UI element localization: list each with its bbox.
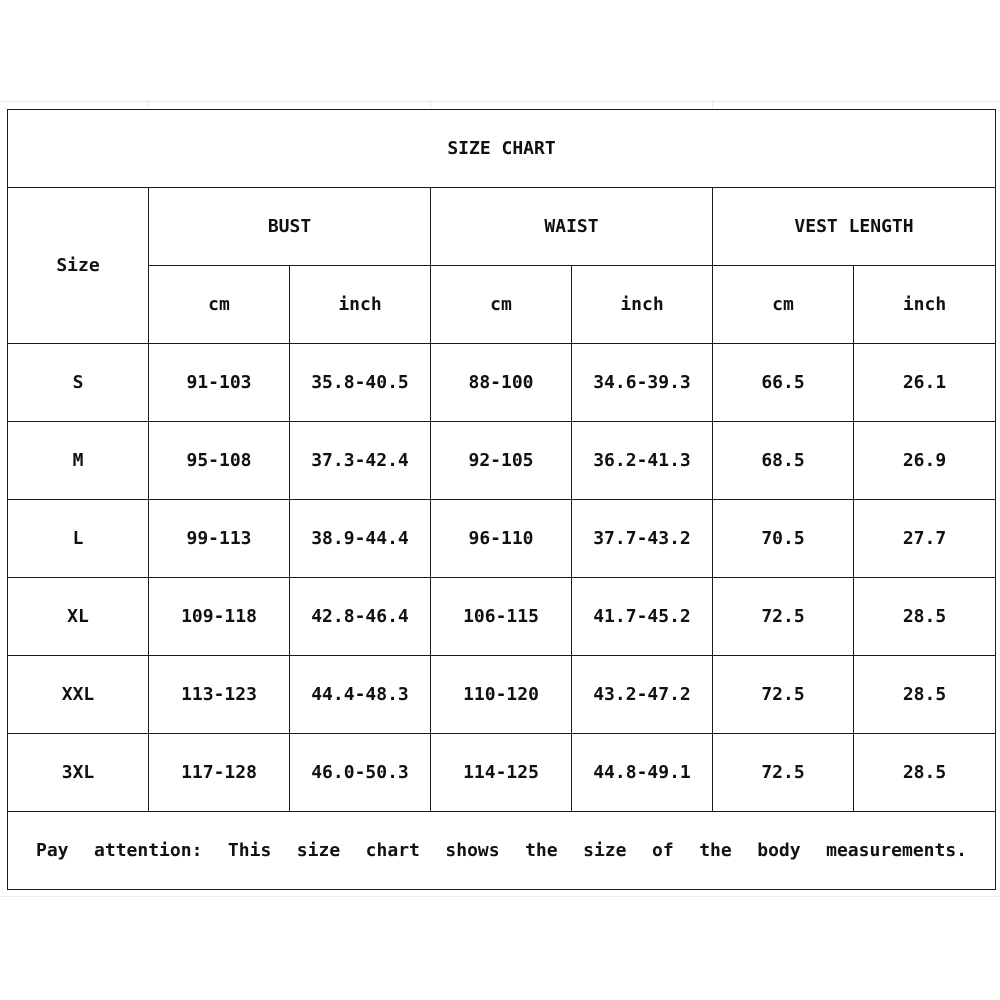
measurement-cell: 92-105 bbox=[431, 422, 572, 500]
table-row bbox=[8, 500, 996, 578]
table-row bbox=[8, 578, 996, 656]
measurement-cell: 28.5 bbox=[854, 656, 996, 734]
measurement-cell: 110-120 bbox=[431, 656, 572, 734]
measurement-cell: 46.0-50.3 bbox=[290, 734, 431, 812]
measurement-cell: 91-103 bbox=[149, 344, 290, 422]
measurement-cell: 35.8-40.5 bbox=[290, 344, 431, 422]
size-chart-table bbox=[7, 109, 996, 890]
background-gridline bbox=[0, 101, 1000, 102]
measurement-cell: 28.5 bbox=[854, 578, 996, 656]
size-label-cell: L bbox=[8, 500, 149, 578]
measurement-cell: 114-125 bbox=[431, 734, 572, 812]
table-row bbox=[8, 734, 996, 812]
size-label-cell: 3XL bbox=[8, 734, 149, 812]
measurement-note: Pay attention: This size chart shows the size of the body measurements. bbox=[36, 840, 967, 861]
measurement-cell: 37.3-42.4 bbox=[290, 422, 431, 500]
background-gridline bbox=[148, 100, 149, 109]
measurement-cell: 72.5 bbox=[713, 578, 854, 656]
vest-length-header: VEST LENGTH bbox=[713, 188, 996, 266]
unit-header-cell: inch bbox=[290, 266, 431, 344]
measurement-cell: 66.5 bbox=[713, 344, 854, 422]
table-row bbox=[8, 344, 996, 422]
measurement-cell: 26.1 bbox=[854, 344, 996, 422]
table-row bbox=[8, 656, 996, 734]
measurement-cell: 99-113 bbox=[149, 500, 290, 578]
background-gridline bbox=[0, 896, 1000, 897]
measurement-cell: 68.5 bbox=[713, 422, 854, 500]
title-row bbox=[8, 110, 996, 188]
measurement-cell: 41.7-45.2 bbox=[572, 578, 713, 656]
group-header-row bbox=[8, 188, 996, 266]
measurement-cell: 44.8-49.1 bbox=[572, 734, 713, 812]
measurement-cell: 106-115 bbox=[431, 578, 572, 656]
background-gridline bbox=[430, 100, 431, 109]
note-row bbox=[8, 812, 996, 890]
measurement-cell: 37.7-43.2 bbox=[572, 500, 713, 578]
measurement-cell: 109-118 bbox=[149, 578, 290, 656]
size-label-cell: XL bbox=[8, 578, 149, 656]
bust-header: BUST bbox=[149, 188, 431, 266]
unit-header-cell: cm bbox=[149, 266, 290, 344]
size-rows bbox=[8, 344, 996, 812]
measurement-cell: 117-128 bbox=[149, 734, 290, 812]
size-column-header: Size bbox=[8, 188, 149, 344]
size-label-cell: XXL bbox=[8, 656, 149, 734]
unit-header-cell: inch bbox=[854, 266, 996, 344]
measurement-cell: 43.2-47.2 bbox=[572, 656, 713, 734]
measurement-cell: 36.2-41.3 bbox=[572, 422, 713, 500]
waist-header: WAIST bbox=[431, 188, 713, 266]
measurement-cell: 88-100 bbox=[431, 344, 572, 422]
measurement-cell: 70.5 bbox=[713, 500, 854, 578]
measurement-cell: 72.5 bbox=[713, 656, 854, 734]
unit-header-row bbox=[8, 266, 996, 344]
measurement-cell: 113-123 bbox=[149, 656, 290, 734]
table-title: SIZE CHART bbox=[8, 110, 996, 188]
measurement-cell: 42.8-46.4 bbox=[290, 578, 431, 656]
measurement-cell: 44.4-48.3 bbox=[290, 656, 431, 734]
measurement-cell: 34.6-39.3 bbox=[572, 344, 713, 422]
background-gridline bbox=[712, 100, 713, 109]
measurement-cell: 26.9 bbox=[854, 422, 996, 500]
unit-header-cell: inch bbox=[572, 266, 713, 344]
measurement-cell: 72.5 bbox=[713, 734, 854, 812]
measurement-cell: 38.9-44.4 bbox=[290, 500, 431, 578]
unit-header-cell: cm bbox=[713, 266, 854, 344]
table-row bbox=[8, 422, 996, 500]
measurement-cell: 28.5 bbox=[854, 734, 996, 812]
unit-header-cell: cm bbox=[431, 266, 572, 344]
measurement-note-cell bbox=[8, 812, 996, 890]
size-label-cell: M bbox=[8, 422, 149, 500]
size-label-cell: S bbox=[8, 344, 149, 422]
measurement-cell: 96-110 bbox=[431, 500, 572, 578]
measurement-cell: 27.7 bbox=[854, 500, 996, 578]
measurement-cell: 95-108 bbox=[149, 422, 290, 500]
